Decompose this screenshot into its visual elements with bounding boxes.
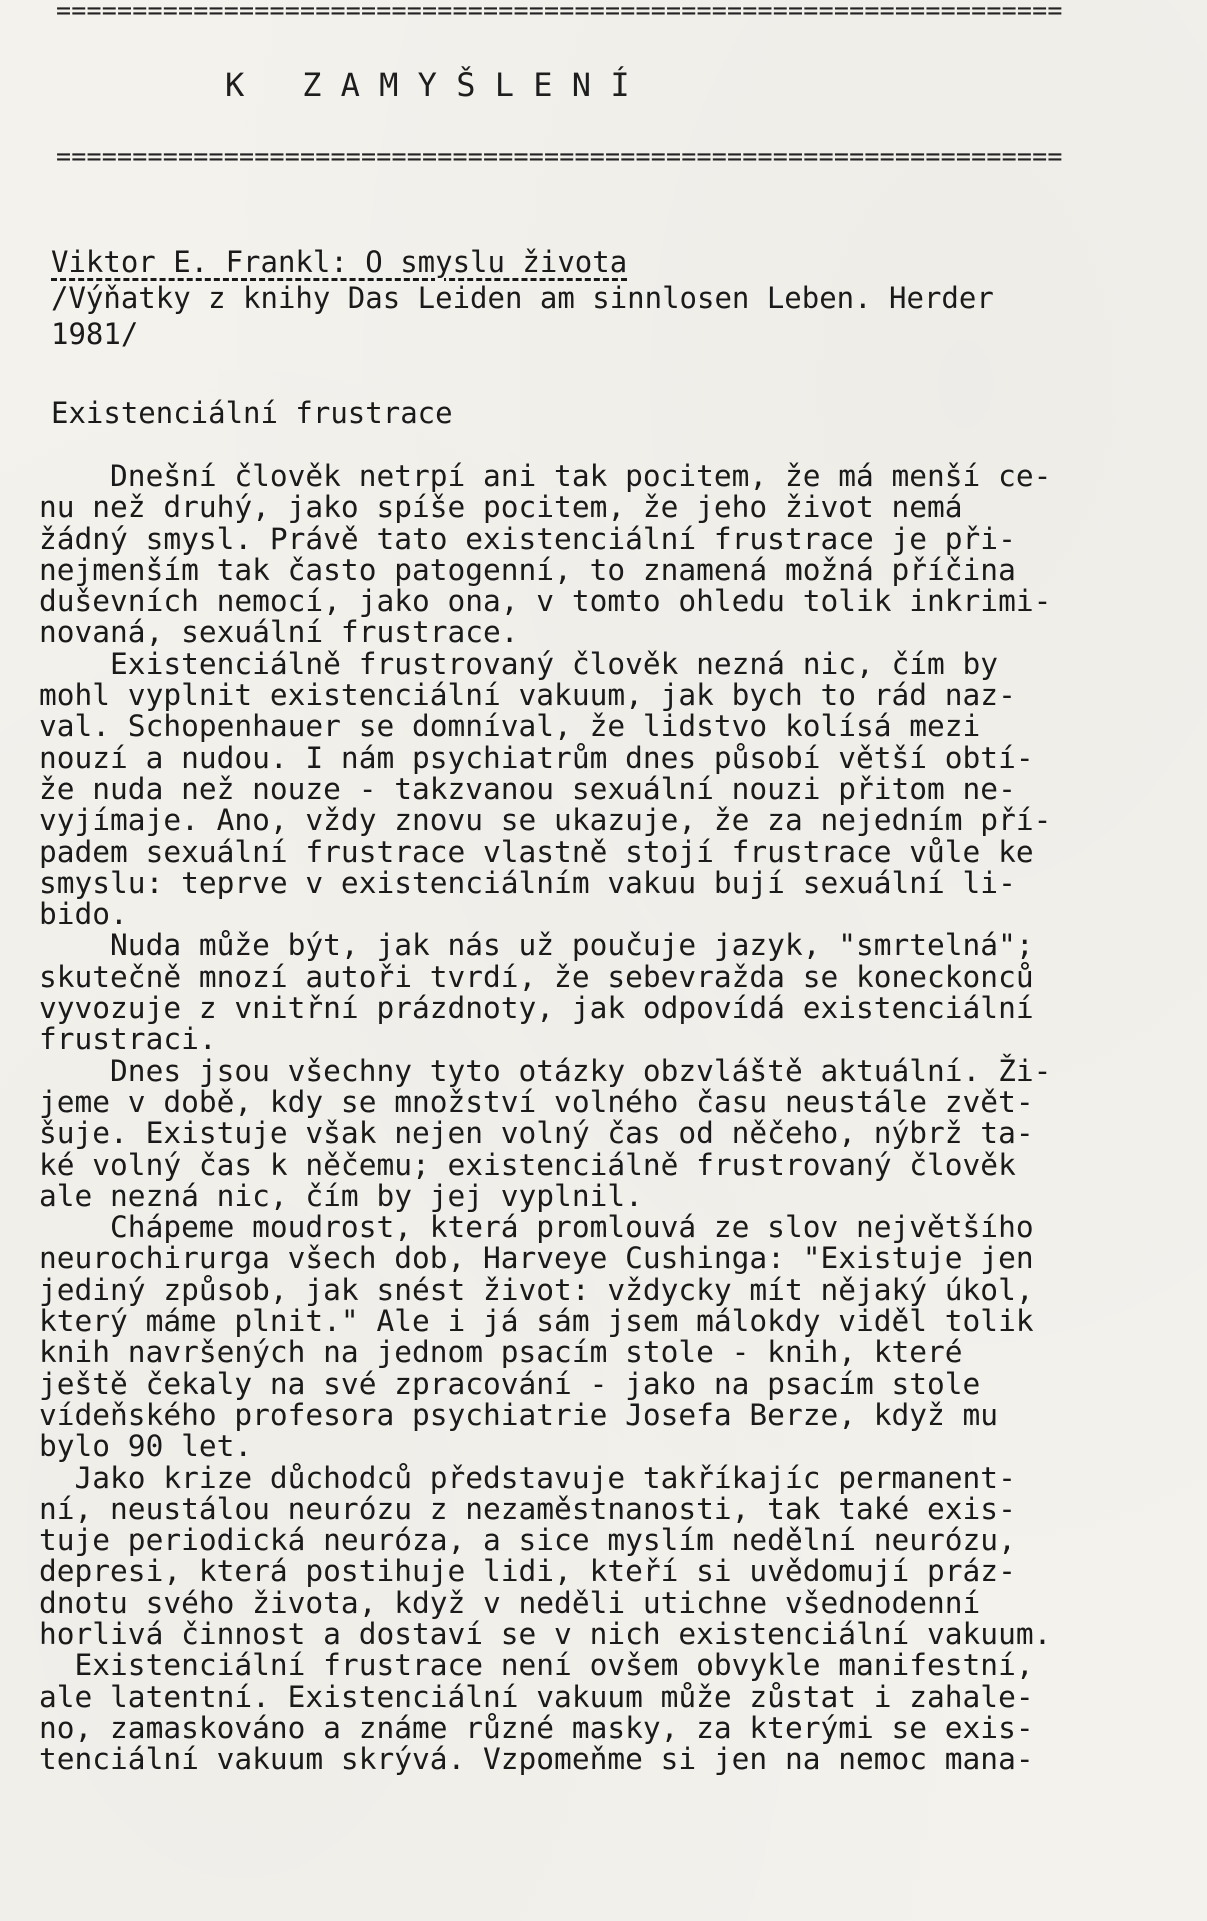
- body-line: nu než druhý, jako spíše pocitem, že jeho život nemá: [39, 490, 963, 525]
- body-line: skutečně mnozí autoři tvrdí, že sebevražda se koneckonců: [39, 959, 1034, 994]
- body-line: šuje. Existuje však nejen volný čas od něčeho, nýbrž ta-: [39, 1116, 1034, 1151]
- article-body: [39, 461, 1179, 1775]
- body-line: depresi, která postihuje lidi, kteří si uvědomují práz-: [39, 1554, 1016, 1589]
- body-line: Existenciálně frustrovaný člověk nezná nic, čím by: [39, 646, 999, 681]
- body-line: neurochirurga všech dob, Harveye Cushinga: "Existuje jen: [39, 1241, 1034, 1276]
- body-line: jediný způsob, jak snést život: vždycky mít nějaký úkol,: [39, 1272, 1034, 1307]
- body-line: mohl vyplnit existenciální vakuum, jak bych to rád naz-: [39, 678, 1016, 713]
- article-source-line: /Výňatky z knihy Das Leiden am sinnlosen Leben. Herder: [51, 281, 994, 315]
- body-line: knih navršených na jednom psacím stole - knih, které: [39, 1335, 963, 1370]
- body-line: vyvozuje z vnitřní prázdnoty, jak odpovídá existenciální: [39, 991, 1034, 1026]
- body-line: že nuda než nouze - takzvanou sexuální nouzi přitom ne-: [39, 771, 1016, 806]
- body-line: Dnešní člověk netrpí ani tak pocitem, že má menší ce-: [39, 459, 1052, 493]
- article-header: [51, 244, 994, 352]
- article-source-year: 1981/: [51, 317, 139, 351]
- body-line: ké volný čas k něčemu; existenciálně frustrovaný člověk: [39, 1147, 1016, 1182]
- body-line: tuje periodická neuróza, a sice myslím nedělní neurózu,: [39, 1523, 1016, 1558]
- top-double-rule: ==================================================================: [56, 0, 1063, 25]
- body-line: padem sexuální frustrace vlastně stojí frustrace vůle ke: [39, 834, 1034, 869]
- section-title: K Z A M Y Š L E N Í: [225, 66, 630, 104]
- body-line: vyjímaje. Ano, vždy znovu se ukazuje, že za nejedním pří-: [39, 803, 1052, 838]
- body-line: ještě čekaly na své zpracování - jako na psacím stole: [39, 1366, 981, 1401]
- body-line: no, zamaskováno a známe různé masky, za kterými se exis-: [39, 1710, 1034, 1745]
- body-line: Dnes jsou všechny tyto otázky obzvláště aktuální. Ži-: [39, 1053, 1052, 1088]
- bottom-double-rule: ==================================================================: [56, 142, 1063, 171]
- body-line: smyslu: teprve v existenciálním vakuu bují sexuální li-: [39, 865, 1016, 900]
- body-line: tenciální vakuum skrývá. Vzpomeňme si jen na nemoc mana-: [39, 1742, 1034, 1777]
- body-line: jeme v době, kdy se množství volného času neustále zvět-: [39, 1084, 1034, 1119]
- body-line: Nuda může být, jak nás už poučuje jazyk, "smrtelná";: [39, 928, 1034, 963]
- body-line: Chápeme moudrost, která promlouvá ze slov největšího: [39, 1210, 1034, 1245]
- body-line: ní, neustálou neurózu z nezaměstnanosti, tak také exis-: [39, 1491, 1016, 1526]
- body-line: val. Schopenhauer se domníval, že lidstvo kolísá mezi: [39, 709, 981, 744]
- body-line: Jako krize důchodců představuje takříkajíc permanent-: [39, 1460, 1016, 1495]
- body-line: Existenciální frustrace není ovšem obvykle manifestní,: [39, 1648, 1034, 1683]
- body-line: bylo 90 let.: [39, 1429, 253, 1464]
- body-line: duševních nemocí, jako ona, v tomto ohledu tolik inkrimi-: [39, 584, 1052, 619]
- body-line: žádný smysl. Právě tato existenciální frustrace je při-: [39, 521, 1016, 556]
- body-line: nejmenším tak často patogenní, to znamená možná příčina: [39, 552, 1016, 587]
- article-author-title: Viktor E. Frankl: O smyslu života: [51, 245, 628, 279]
- body-line: novaná, sexuální frustrace.: [39, 615, 519, 650]
- body-line: ale latentní. Existenciální vakuum může zůstat i zahale-: [39, 1679, 1034, 1714]
- body-line: ale nezná nic, čím by jej vyplnil.: [39, 1178, 643, 1213]
- subsection-heading: Existenciální frustrace: [51, 396, 453, 430]
- body-line: vídeňského profesora psychiatrie Josefa Berze, když mu: [39, 1397, 999, 1432]
- body-line: frustraci.: [39, 1022, 217, 1057]
- body-line: dnotu svého života, když v neděli utichne všednodenní: [39, 1585, 981, 1620]
- body-line: který máme plnit." Ale i já sám jsem málokdy viděl tolik: [39, 1304, 1034, 1339]
- body-line: nouzí a nudou. I nám psychiatrům dnes působí větší obtí-: [39, 740, 1034, 775]
- body-line: bido.: [39, 897, 128, 932]
- body-line: horlivá činnost a dostaví se v nich existenciální vakuum.: [39, 1616, 1052, 1651]
